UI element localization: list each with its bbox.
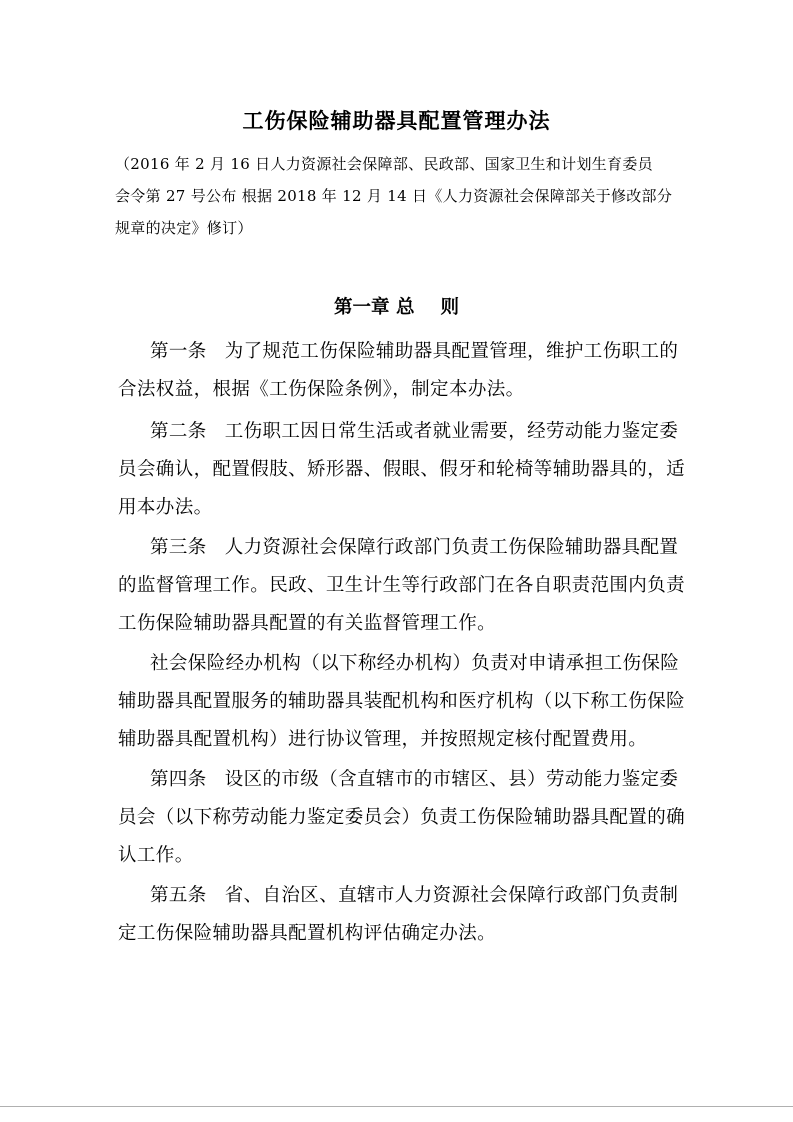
article-line: 社会保险经办机构（以下称经办机构）负责对申请承担工伤保险 (150, 653, 680, 674)
article-line: 用本办法。 (118, 497, 213, 518)
article-label: 第四条 (150, 769, 207, 790)
page-bottom-rule (0, 1106, 793, 1107)
article-line: 员会（以下称劳动能力鉴定委员会）负责工伤保险辅助器具配置的确 (118, 807, 686, 828)
article-4 (118, 761, 686, 875)
article-1 (118, 333, 678, 409)
article-line: 员会确认，配置假肢、矫形器、假眼、假牙和轮椅等辅助器具的，适 (118, 459, 686, 480)
chapter-heading (0, 294, 793, 322)
document-title: 工伤保险辅助器具配置管理办法 (242, 108, 551, 133)
article-label: 第三条 (150, 537, 207, 558)
article-line: 定工伤保险辅助器具配置机构评估确定办法。 (118, 923, 497, 944)
article-line: 人力资源社会保障行政部门负责工伤保险辅助器具配置 (224, 537, 679, 558)
article-label: 第一条 (150, 341, 207, 362)
article-line: 省、自治区、直辖市人力资源社会保障行政部门负责制 (224, 885, 679, 906)
chapter-heading-part1: 第一章 总 (334, 297, 415, 318)
article-label: 第五条 (150, 885, 207, 906)
subtitle-line: 会令第 27 号公布 根据 2018 年 12 月 14 日《人力资源社会保障部关于修改部分 (115, 187, 673, 205)
article-line: 辅助器具配置机构）进行协议管理，并按照规定核付配置费用。 (118, 729, 648, 750)
subtitle-line: （2016 年 2 月 16 日人力资源社会保障部、民政部、国家卫生和计划生育委员 (115, 155, 653, 173)
article-line: 为了规范工伤保险辅助器具配置管理，维护工伤职工的 (224, 341, 679, 362)
article-line: 辅助器具配置服务的辅助器具装配机构和医疗机构（以下称工伤保险 (118, 691, 686, 712)
article-2 (118, 413, 686, 527)
chapter-heading-part2: 则 (440, 297, 459, 318)
article-line: 合法权益，根据《工伤保险条例》，制定本办法。 (118, 379, 525, 400)
article-3 (118, 529, 686, 643)
document-subtitle (115, 148, 685, 244)
article-3-paragraph-2 (118, 645, 686, 759)
article-line: 的监督管理工作。民政、卫生计生等行政部门在各自职责范围内负责 (118, 575, 686, 596)
article-label: 第二条 (150, 421, 207, 442)
article-line: 工伤职工因日常生活或者就业需要，经劳动能力鉴定委 (224, 421, 679, 442)
article-line: 设区的市级（含直辖市的市辖区、县）劳动能力鉴定委 (224, 769, 679, 790)
subtitle-line: 规章的决定》修订） (115, 219, 253, 237)
article-line: 工伤保险辅助器具配置的有关监督管理工作。 (118, 613, 497, 634)
article-line: 认工作。 (118, 845, 194, 866)
article-5 (118, 877, 678, 953)
